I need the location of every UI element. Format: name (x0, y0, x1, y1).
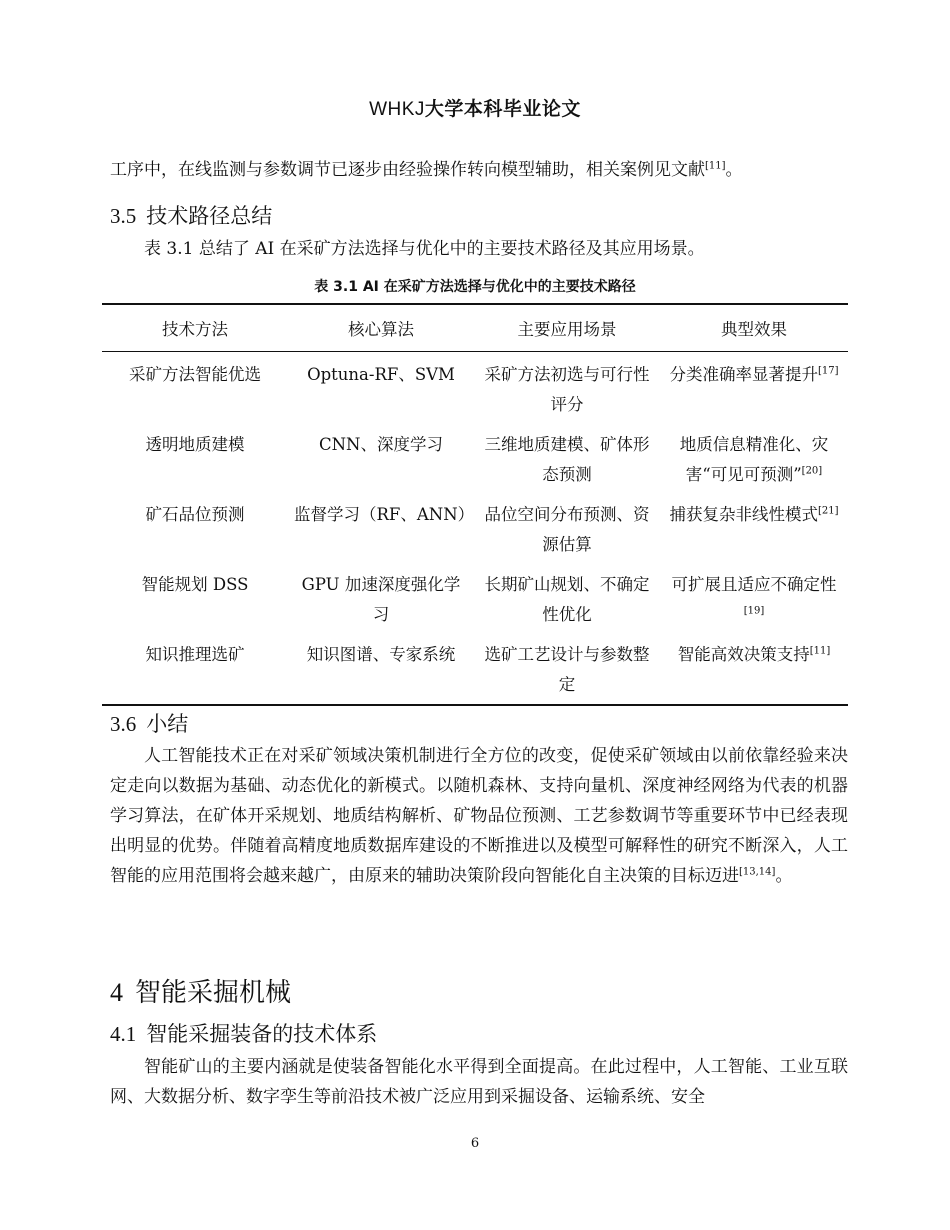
citation: [11] (809, 645, 831, 657)
summary-end: 。 (775, 866, 793, 886)
effect-text: 智能高效决策支持 (677, 645, 810, 664)
table-header-row (102, 304, 848, 352)
intro-paragraph (110, 155, 848, 185)
table-caption: 表 3.1 AI 在采矿方法选择与优化中的主要技术路径 (314, 279, 636, 295)
chapter-heading-4 (110, 972, 291, 1009)
summary-text: 人工智能技术正在对采矿领域决策机制进行全方位的改变，促使采矿领域由以前依靠经验来决定走向以数据为基础、动态优化的新模式。以随机森林、支持向量机、深度神经网络为代表的机器学习算法，在矿体开采规划、地质结构解析、矿物品位预测、工艺参数调节等重要环节中已经表现出明显的优势。伴随着高精度地质数据库建设的不断推进以及模型可解释性的研究不断深入，人工智能的应用范围将会越来越广，由原来的辅助决策阶段向智能化自主决策的目标迈进 (110, 746, 848, 886)
section-heading-3-5 (110, 200, 272, 230)
section-number: 3.5 (110, 204, 137, 228)
summary-paragraph (110, 741, 848, 891)
table-header-cell: 典型效果 (660, 304, 848, 352)
cell-effect (660, 422, 848, 492)
table-row (102, 492, 848, 562)
citation: [11] (705, 160, 726, 172)
table-row (102, 562, 848, 632)
section-number: 4.1 (110, 1022, 137, 1046)
citation: [21] (817, 505, 839, 517)
cell-method: 透明地质建模 (145, 435, 245, 454)
tech-path-table (102, 303, 848, 706)
chapter-title: 智能采掘机械 (135, 978, 292, 1008)
cell-scene: 三维地质建模、矿体形态预测 (484, 435, 650, 484)
section-title: 小结 (146, 712, 189, 736)
intro-end: 。 (725, 160, 743, 180)
cell-algorithm: 知识图谱、专家系统 (288, 632, 474, 705)
cell-algorithm: CNN、深度学习 (319, 435, 443, 454)
section-heading-3-6 (110, 708, 188, 738)
cell-effect (660, 632, 848, 705)
page-number: 6 (470, 1136, 480, 1151)
section-title: 技术路径总结 (146, 204, 273, 228)
citation: [13,14] (739, 866, 776, 878)
cell-effect (660, 562, 848, 632)
chapter-number: 4 (110, 978, 123, 1007)
cell-method: 采矿方法智能优选 (129, 365, 261, 384)
cell-algorithm: Optuna-RF、SVM (307, 365, 455, 384)
table-intro-paragraph: 表 3.1 总结了 AI 在采矿方法选择与优化中的主要技术路径及其应用场景。 (144, 239, 705, 259)
section-4-1-paragraph: 智能矿山的主要内涵就是使装备智能化水平得到全面提高。在此过程中，人工智能、工业互联网、大数据分析、数字孪生等前沿技术被广泛应用到采掘设备、运输系统、安全 (110, 1057, 848, 1107)
cell-effect (660, 352, 848, 423)
table-row (102, 352, 848, 423)
header-title: 大学本科毕业论文 (424, 98, 581, 120)
table-header-cell: 核心算法 (288, 304, 474, 352)
cell-scene: 长期矿山规划、不确定性优化 (484, 575, 650, 624)
cell-scene: 采矿方法初选与可行性评分 (484, 365, 650, 414)
section-heading-4-1 (110, 1018, 377, 1048)
cell-scene: 选矿工艺设计与参数整定 (474, 632, 660, 705)
effect-text: 捕获复杂非线性模式 (669, 505, 818, 524)
section-title: 智能采掘装备的技术体系 (146, 1022, 378, 1046)
cell-scene: 品位空间分布预测、资源估算 (484, 505, 650, 554)
cell-method: 矿石品位预测 (145, 505, 245, 524)
cell-algorithm: GPU 加速深度强化学习 (301, 575, 461, 624)
cell-effect (660, 492, 848, 562)
citation: [19] (743, 605, 765, 617)
effect-text: 分类准确率显著提升 (669, 365, 818, 384)
table-row (102, 422, 848, 492)
table-header-cell: 技术方法 (102, 304, 288, 352)
header-school: WHKJ (369, 99, 425, 120)
cell-method: 知识推理选矿 (102, 632, 288, 705)
cell-method: 智能规划 DSS (141, 575, 249, 594)
citation: [20] (801, 465, 823, 477)
effect-text: 地质信息精准化、灾害“可见可预测” (679, 435, 829, 484)
table-row (102, 632, 848, 705)
section-number: 3.6 (110, 712, 137, 736)
cell-algorithm: 监督学习（RF、ANN） (294, 505, 475, 524)
effect-text: 可扩展且适应不确定性 (671, 575, 837, 594)
page-header (0, 94, 950, 121)
citation: [17] (817, 365, 839, 377)
table-header-cell: 主要应用场景 (474, 304, 660, 352)
intro-text: 工序中，在线监测与参数调节已逐步由经验操作转向模型辅助，相关案例见文献 (110, 160, 705, 180)
